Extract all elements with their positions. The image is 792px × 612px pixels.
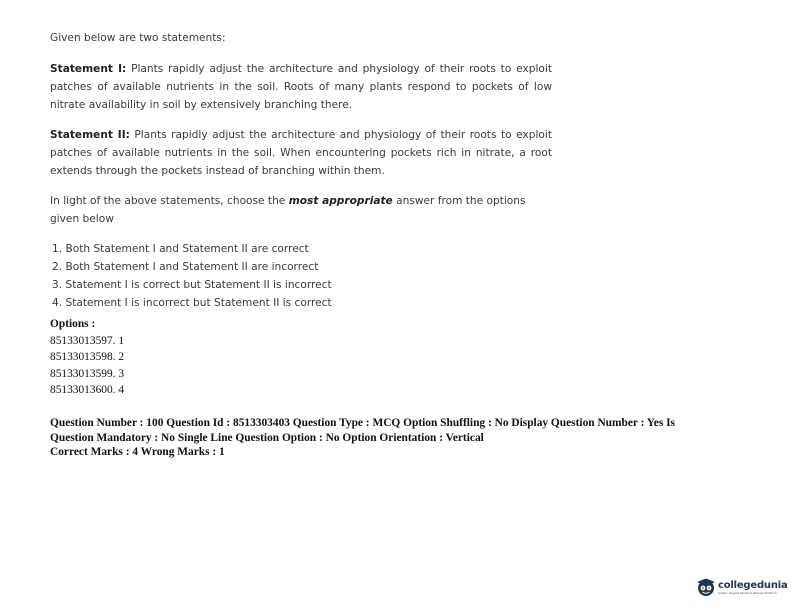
- meta-line: Question Mandatory : No Single Line Question Option : No Option Orientation : Vertical: [50, 431, 484, 444]
- question-instruction: [50, 192, 555, 228]
- collegedunia-logo: [696, 577, 788, 597]
- options-list: [50, 333, 124, 399]
- choice-item: 1. Both Statement I and Statement II are correct: [52, 243, 309, 255]
- option-item: 85133013600. 4: [50, 384, 125, 396]
- options-heading: Options :: [50, 318, 96, 330]
- choice-item: 2. Both Statement I and Statement II are incorrect: [52, 261, 319, 273]
- statement-one-label: Statement I:: [50, 63, 127, 75]
- meta-line: Correct Marks : 4 Wrong Marks : 1: [50, 446, 225, 458]
- option-item: 85133013597. 1: [50, 334, 125, 347]
- intro-text: Given below are two statements:: [50, 32, 226, 44]
- instruction-after: answer from the options given below: [50, 195, 526, 225]
- options-block: [50, 316, 124, 399]
- question-meta: [50, 416, 750, 460]
- logo-text: [718, 580, 788, 595]
- statement-two: [50, 126, 552, 180]
- graduate-cap-icon: [696, 577, 716, 597]
- choice-item: 4. Statement I is incorrect but Statement II is correct: [52, 297, 332, 309]
- statement-one: [50, 60, 552, 114]
- instruction-before: In light of the above statements, choose the: [50, 195, 289, 207]
- instruction-emphasis: most appropriate: [288, 195, 393, 207]
- statement-two-text: Plants rapidly adjust the architecture and physiology of their roots to exploit patches of available nutrients in the soil. When encountering pockets rich in nitrate, a root extends through the pockets instead of branching within them.: [50, 129, 553, 177]
- choice-list: [52, 240, 332, 312]
- statement-one-text: Plants rapidly adjust the architecture and physiology of their roots to exploit patches of available nutrients in the soil. Roots of many plants respond to pockets of low nitrate availability in soil by extensively branching there.: [50, 63, 552, 111]
- option-item: 85133013598. 2: [50, 351, 125, 363]
- choice-item: 3. Statement I is correct but Statement II is incorrect: [52, 279, 332, 291]
- logo-tagline: India's largest Student Review Platform: [718, 590, 778, 595]
- statement-two-label: Statement II:: [50, 129, 130, 141]
- logo-name: collegedunia: [718, 579, 788, 591]
- option-item: 85133013599. 3: [50, 367, 125, 380]
- meta-line: Question Number : 100 Question Id : 8513303403 Question Type : MCQ Option Shuffling : No Display Question Number : Yes Is: [50, 417, 675, 429]
- question-intro: [50, 29, 570, 47]
